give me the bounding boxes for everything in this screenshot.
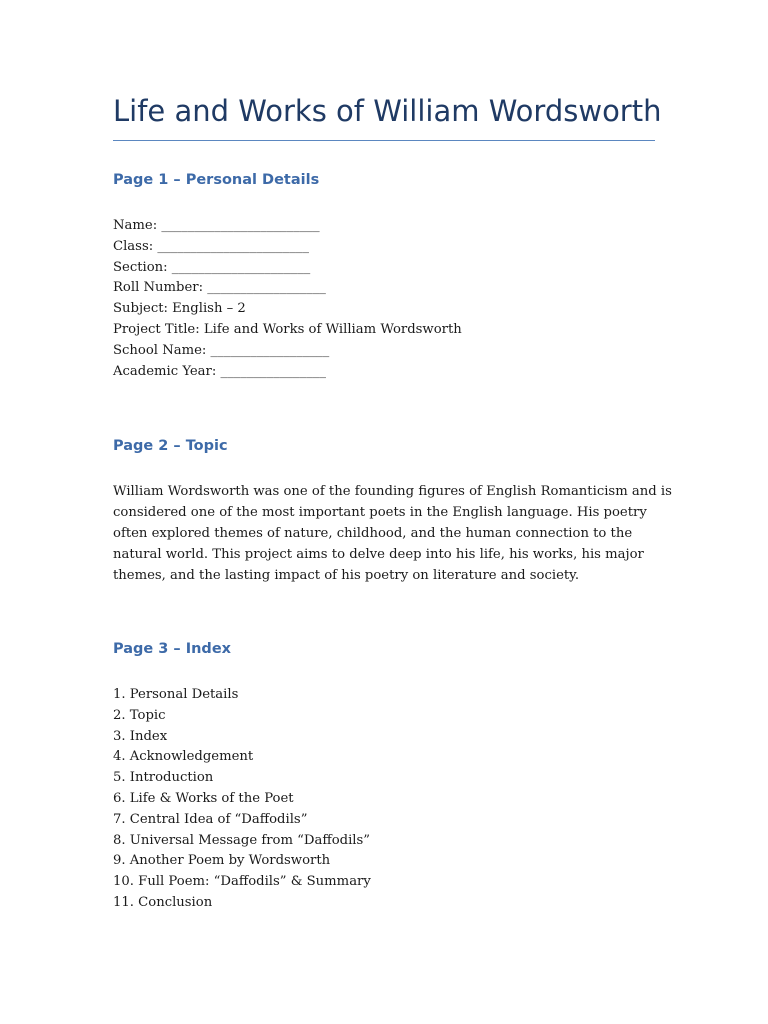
- index-item: 5. Introduction: [113, 770, 214, 786]
- index-item: 10. Full Poem: “Daffodils” & Summary: [113, 874, 371, 890]
- index-item: 9. Another Poem by Wordsworth: [113, 853, 331, 869]
- index-item: 11. Conclusion: [113, 894, 213, 910]
- title-underline: [113, 140, 655, 141]
- topic-paragraph-line: considered one of the most important poets in the English language. His poetry: [113, 504, 647, 520]
- index-item: 7. Central Idea of “Daffodils”: [113, 811, 308, 827]
- field-name: Name: ________________________: [113, 218, 320, 233]
- field-project-title: Project Title: Life and Works of William Wordsworth: [113, 321, 462, 337]
- index-item: 2. Topic: [113, 707, 166, 723]
- topic-paragraph-line: often explored themes of nature, childhood, and the human connection to the: [113, 525, 633, 541]
- section-heading-personal-details: Page 1 – Personal Details: [113, 172, 320, 188]
- section-heading-topic: Page 2 – Topic: [113, 438, 228, 454]
- index-list: [113, 685, 371, 914]
- field-academic-year: Academic Year: ________________: [113, 363, 326, 379]
- index-item: 3. Index: [113, 728, 168, 744]
- field-class: Class: _______________________: [113, 238, 309, 254]
- section-heading-index: Page 3 – Index: [113, 641, 232, 657]
- index-item: 8. Universal Message from “Daffodils”: [113, 832, 371, 848]
- field-roll-number: Roll Number: __________________: [113, 280, 326, 296]
- topic-paragraph-line: themes, and the lasting impact of his poetry on literature and society.: [113, 567, 580, 583]
- topic-paragraph: [113, 482, 672, 587]
- field-subject: Subject: English – 2: [113, 301, 246, 317]
- index-item: 1. Personal Details: [113, 687, 239, 702]
- document-title: Life and Works of William Wordsworth: [113, 94, 662, 128]
- personal-details-list: [113, 216, 462, 382]
- topic-paragraph-line: William Wordsworth was one of the founding figures of English Romanticism and is: [113, 484, 672, 499]
- field-section: Section: _____________________: [113, 259, 311, 275]
- field-school-name: School Name: __________________: [113, 342, 330, 358]
- index-item: 4. Acknowledgement: [113, 749, 254, 765]
- index-item: 6. Life & Works of the Poet: [113, 790, 294, 806]
- topic-paragraph-line: natural world. This project aims to delve deep into his life, his works, his major: [113, 546, 644, 562]
